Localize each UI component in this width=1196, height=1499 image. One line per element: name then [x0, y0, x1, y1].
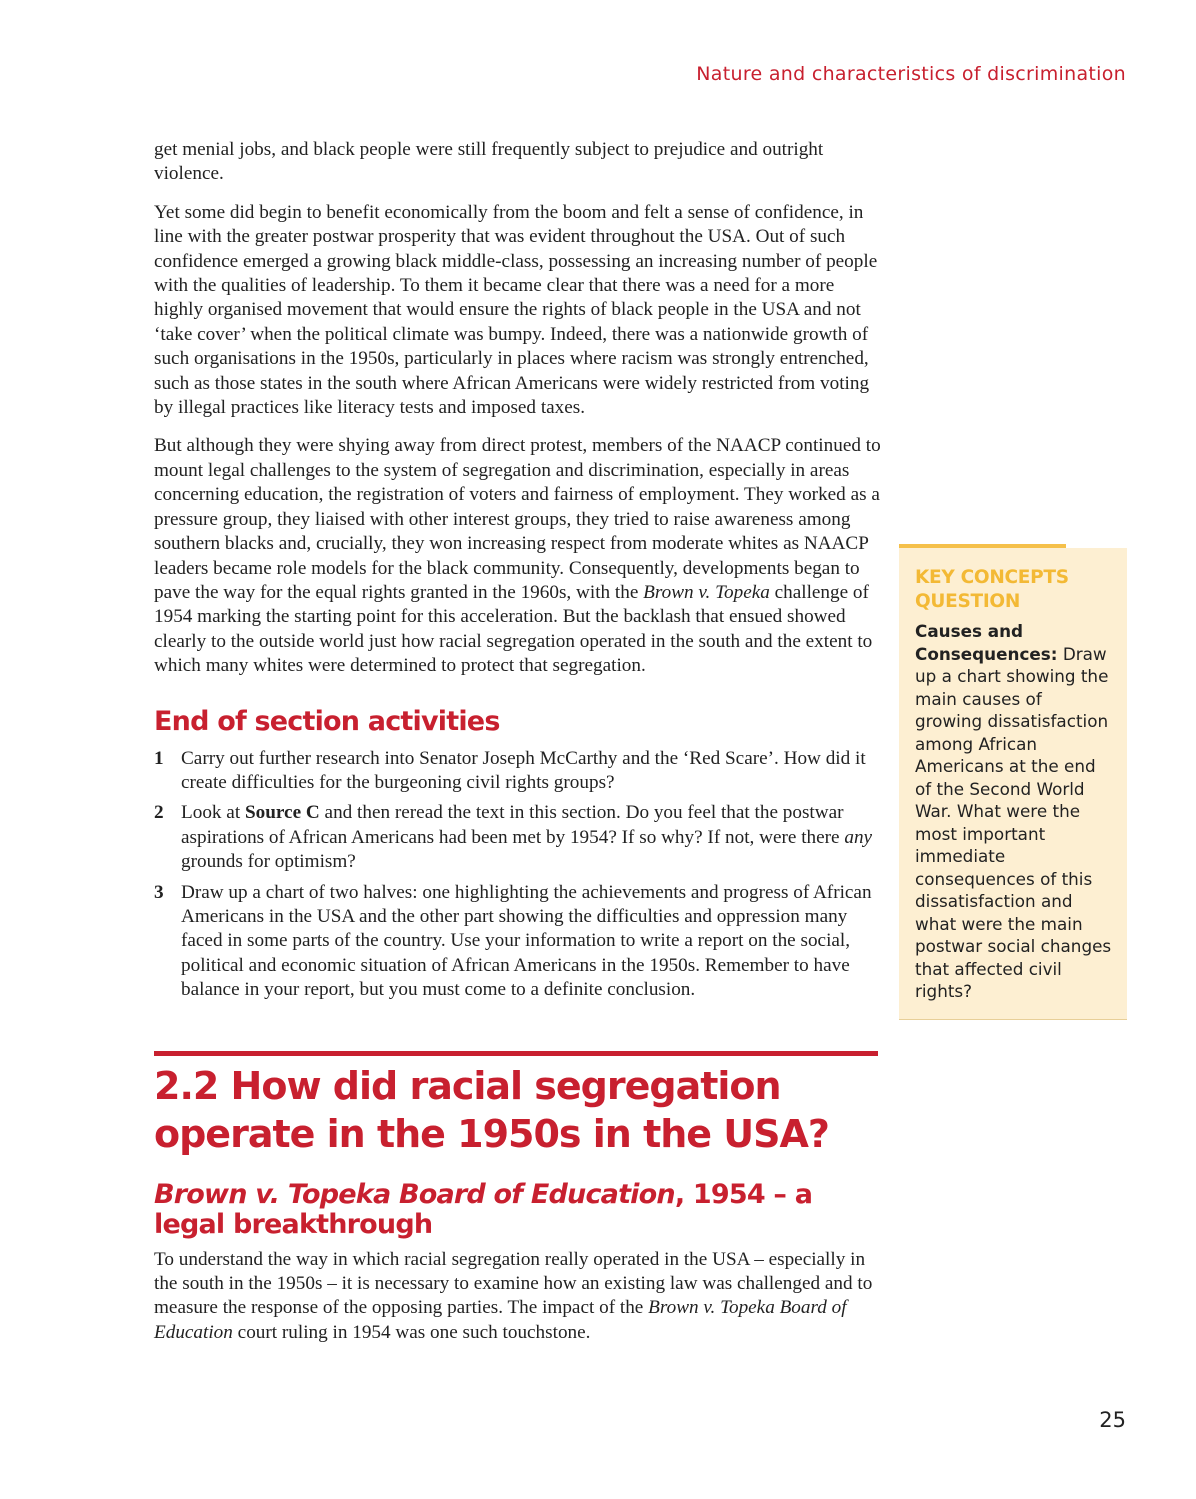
text-run: , 1954 – a legal breakthrough	[154, 1178, 813, 1240]
item-text: Carry out further research into Senator Joseph McCarthy and the ‘Red Scare’. How did it create difficulties for the burgeoning civil rights groups?	[181, 747, 866, 793]
section-divider	[154, 1051, 878, 1056]
main-column	[154, 138, 884, 1359]
text-run: But although they were shying away from direct protest, members of the NAACP continued to mount legal challenges to the system of segregation and discrimination, especially in areas concerning education, the registration of voters and fairness of employment. They worked as a pressure group, they liaised with other interest groups, they tried to raise awareness among southern blacks and, crucially, they won increasing respect from moderate whites as NAACP leaders became role models for the black community. Consequently, developments began to pave the way for the equal rights granted in the 1960s, with the	[154, 435, 881, 603]
case-name: Brown v. Topeka Board of Education	[154, 1297, 847, 1343]
activity-item	[154, 747, 884, 796]
activities-list	[154, 747, 884, 1003]
text-run: court ruling in 1954 was one such touchstone.	[232, 1321, 591, 1343]
key-concepts-box	[899, 548, 1127, 1020]
sidebar-text: Draw up a chart showing the main causes of growing dissatisfaction among African Americans at the end of the Second World War. What were the most important immediate consequences of this dissatisfaction and what were the main postwar social changes that affected civil rights?	[915, 643, 1112, 1001]
item-text: grounds for optimism?	[181, 851, 356, 873]
sidebar-body	[915, 620, 1113, 1003]
emphasis: any	[844, 826, 873, 848]
item-text: Look at	[181, 802, 245, 824]
sidebar-label: Causes and Consequences:	[915, 621, 1058, 664]
section-subtitle	[154, 1180, 884, 1240]
page-number: 25	[1099, 1408, 1126, 1432]
running-head: Nature and characteristics of discrimination	[696, 63, 1126, 85]
body-paragraph: Yet some did begin to benefit economically from the boom and felt a sense of confidence, in line with the greater postwar prosperity that was evident throughout the USA. Out of such confidence emerged a growing black middle-class, possessing an increasing number of people with the qualities of leadership. To them it became clear that there was a need for a more highly organised movement that would ensure the rights of black people in the USA and not ‘take cover’ when the political climate was bumpy. Indeed, there was a nationwide growth of such organisations in the 1950s, particularly in places where racism was strongly entrenched, such as those states in the south where African Americans were widely restricted from voting by illegal practices like literacy tests and imposed taxes.	[154, 201, 878, 419]
activity-item	[154, 881, 884, 1003]
text-run: To understand the way in which racial segregation really operated in the USA – especially in the south in the 1950s – it is necessary to examine how an existing law was challenged and to measure the response of the opposing parties. The impact of the	[154, 1248, 873, 1319]
activities-heading: End of section activities	[154, 705, 500, 737]
text-run: challenge of 1954 marking the starting point for this acceleration. But the backlash that ensued showed clearly to the outside world just how racial segregation operated in the south and the extent to which many whites were determined to protect that segregation.	[154, 581, 873, 677]
sidebar-title: KEY CONCEPTS QUESTION	[915, 567, 1069, 612]
item-number: 1	[154, 747, 164, 769]
item-text: and then reread the text in this section. Do you feel that the postwar aspirations of African Americans had been met by 1954? If so why? If not, were there	[181, 802, 845, 848]
case-name: Brown v. Topeka	[643, 581, 770, 603]
activity-item	[154, 801, 884, 874]
item-number: 2	[154, 802, 164, 824]
body-paragraph	[154, 434, 884, 678]
source-reference: Source C	[244, 802, 320, 824]
item-number: 3	[154, 881, 164, 903]
body-paragraph: get menial jobs, and black people were still frequently subject to prejudice and outright violence.	[154, 139, 824, 185]
case-name: Brown v. Topeka Board of Education	[154, 1178, 675, 1210]
item-text: Draw up a chart of two halves: one highlighting the achievements and progress of African Americans in the USA and the other part showing the difficulties and oppression many faced in some parts of the country. Use your information to write a report on the social, political and economic situation of African Americans in the 1950s. Remember to have balance in your report, but you must come to a definite conclusion.	[181, 881, 872, 1001]
section-title: 2.2 How did racial segregation operate in the 1950s in the USA?	[154, 1063, 829, 1156]
body-paragraph	[154, 1248, 884, 1346]
